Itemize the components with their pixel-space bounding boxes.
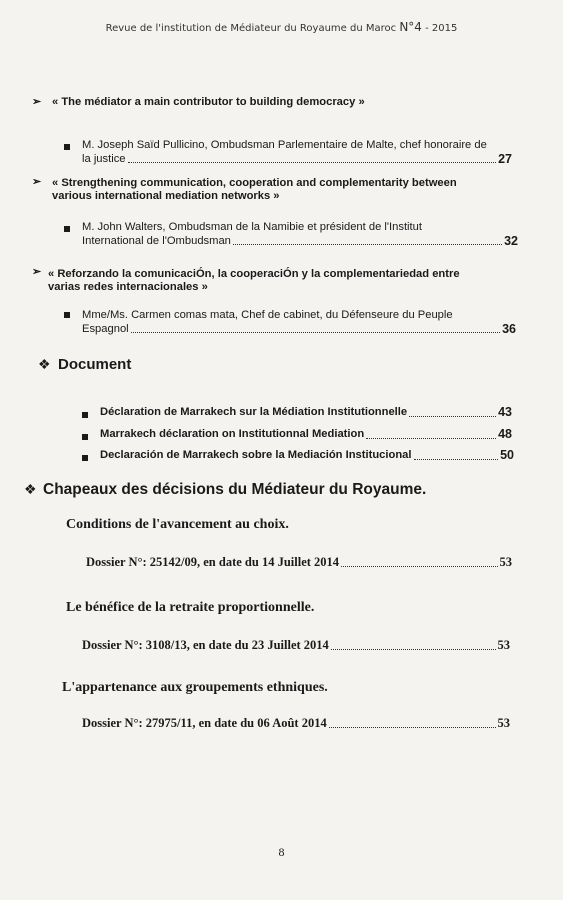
square-bullet-icon [82,412,88,418]
document-item-label: Declaración de Marrakech sobre la Mediación Institucional [100,449,412,461]
toc-entry-line: Mme/Ms. Carmen comas mata, Chef de cabinet, du Défenseure du Peuple [82,309,453,321]
page-ref: 43 [498,405,512,419]
dot-leader [409,415,496,417]
toc-leader-line [82,323,516,337]
dot-leader [233,243,502,245]
square-bullet-icon [64,312,70,318]
toc-entry [82,221,518,248]
section-title-line: varias redes internacionales » [48,281,208,293]
diamond-bullet-icon: ❖ [24,481,37,497]
header-issue-number: N°4 [399,20,422,34]
page-ref: 53 [499,555,512,569]
toc-entry [82,309,516,336]
arrow-bullet-icon: ➢ [32,176,42,188]
toc-leader-line [82,235,518,249]
decision-dossier [82,716,510,731]
section-title-line: « Strengthening communication, cooperation and complementarity between [52,177,457,189]
document-title: Document [58,356,132,373]
toc-entry-line: Espagnol [82,322,129,335]
toc-entry-line: M. Joseph Saïd Pullicino, Ombudsman Parlementaire de Malte, chef honoraire de [82,139,487,151]
square-bullet-icon [64,144,70,150]
document-item-label: Déclaration de Marrakech sur la Médiation Institutionnelle [100,406,408,418]
toc-entry-line: International de l'Ombudsman [82,234,231,247]
dot-leader [128,161,497,163]
dot-leader [131,331,500,333]
document-item [100,428,512,442]
arrow-bullet-icon: ➢ [32,266,42,278]
decision-dossier [82,638,510,653]
header-year: - 2015 [425,23,458,34]
section-title-line: « Reforzando la comunicaciÓn, la cooperaciÓn y la complementariedad entre [48,268,460,280]
decision-dossier [86,555,512,570]
dot-leader [414,458,499,460]
chapeaux-title: Chapeaux des décisions du Médiateur du Royaume. [43,481,427,498]
document-item-label: Marrakech déclaration on Institutionnal Mediation [100,428,365,440]
page-ref: 50 [500,448,514,462]
dossier-label: Dossier N°: 25142/09, en date du 14 Juillet 2014 [86,555,340,569]
page-header [0,20,563,34]
toc-entry-line: M. John Walters, Ombudsman de la Namibie et président de l'Institut [82,221,422,233]
section-title [48,268,460,294]
dot-leader [366,437,496,439]
page-ref: 32 [504,233,518,248]
dot-leader [329,726,496,728]
toc-leader-line [82,153,512,167]
page-ref: 48 [498,427,512,441]
page-number: 8 [278,845,285,859]
page-ref: 53 [497,716,510,730]
toc-entry [82,139,512,166]
arrow-bullet-icon: ➢ [32,96,42,108]
dossier-label: Dossier N°: 3108/13, en date du 23 Juillet 2014 [82,638,329,652]
dossier-label: Dossier N°: 27975/11, en date du 06 Août 2014 [82,716,327,730]
decision-heading: Le bénéfice de la retraite proportionnelle. [66,600,315,615]
document-item [100,406,512,420]
section-title-line: various international mediation networks » [52,190,280,202]
toc-entry-line: la justice [82,152,126,165]
document-item [100,449,514,463]
square-bullet-icon [64,226,70,232]
page-ref: 36 [502,321,516,336]
square-bullet-icon [82,455,88,461]
decision-heading: Conditions de l'avancement au choix. [66,517,289,532]
dot-leader [331,648,496,650]
dot-leader [341,565,497,567]
page-ref: 27 [498,151,512,166]
section-title: « The médiator a main contributor to building democracy » [52,96,365,108]
section-title [52,177,457,203]
diamond-bullet-icon: ❖ [38,356,51,372]
header-text: Revue de l'institution de Médiateur du Royaume du Maroc [105,23,397,34]
square-bullet-icon [82,434,88,440]
page-ref: 53 [497,638,510,652]
decision-heading: L'appartenance aux groupements ethniques. [62,680,328,695]
